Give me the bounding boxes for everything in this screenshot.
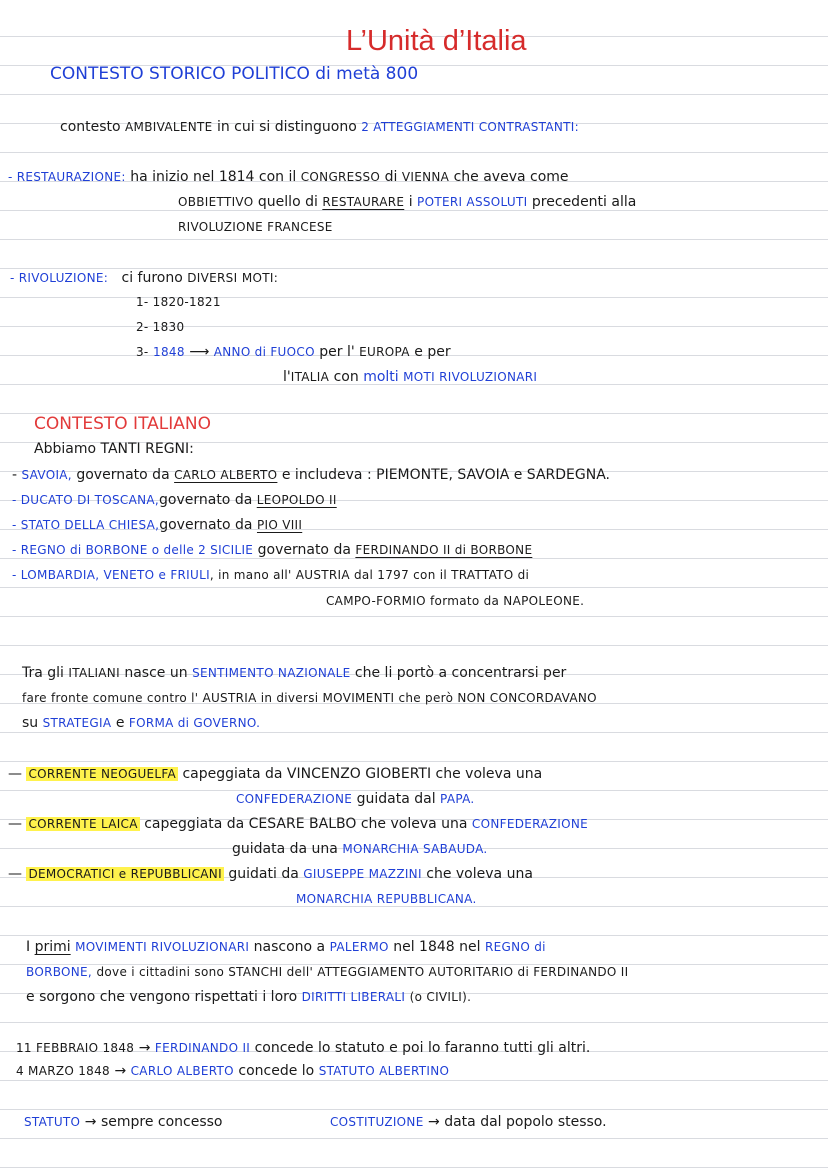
regno-savoia: - SAVOIA, governato da CARLO ALBERTO e includeva : PIEMONTE, SAVOIA e SARDEGNA. [12,467,610,483]
sentimento-line-3: su STRATEGIA e FORMA di GOVERNO. [22,715,261,731]
restaurazione-line-1: - RESTAURAZIONE: ha inizio nel 1814 con il CONGRESSO di VIENNA che aveva come [8,169,569,185]
intro-line: contesto AMBIVALENTE in cui si distinguono 2 ATTEGGIAMENTI CONTRASTANTI: [60,119,579,135]
arrow-icon: → [138,1040,151,1056]
moto-1: 1- 1820-1821 [136,295,221,309]
moti-line-1: I primi MOVIMENTI RIVOLUZIONARI nascono a PALERMO nel 1848 nel REGNO di [26,939,546,955]
definizione-statuto: STATUTO → sempre concesso [24,1114,223,1130]
definizione-costituzione: COSTITUZIONE → data dal popolo stesso. [330,1114,607,1130]
section-heading-contesto-italiano: CONTESTO ITALIANO [34,414,211,434]
corrente-neoguelfa-continued: CONFEDERAZIONE guidata dal PAPA. [236,791,475,807]
restaurazione-line-3: RIVOLUZIONE FRANCESE [178,220,333,234]
sentimento-line-2: fare fronte comune contro l' AUSTRIA in diversi MOVIMENTI che però NON CONCORDAVANO [22,691,597,705]
sentimento-line-1: Tra gli ITALIANI nasce un SENTIMENTO NAZIONALE che li portò a concentrarsi per [22,665,567,681]
arrow-icon: → [84,1114,97,1130]
regno-lombardia-continued: CAMPO-FORMIO formato da NAPOLEONE. [326,594,585,608]
corrente-democratici: — DEMOCRATICI e REPUBBLICANI guidati da GIUSEPPE MAZZINI che voleva una [8,866,533,882]
regno-toscana: - DUCATO DI TOSCANA,governato da LEOPOLDO II [12,492,337,508]
corrente-laica: — CORRENTE LAICA capeggiata da CESARE BALBO che voleva una CONFEDERAZIONE [8,816,589,832]
regno-chiesa: - STATO DELLA CHIESA,governato da PIO VIII [12,517,303,533]
date-4-marzo: 4 MARZO 1848 → CARLO ALBERTO concede lo STATUTO ALBERTINO [16,1063,450,1079]
date-11-febbraio: 11 FEBBRAIO 1848 → FERDINANDO II concede lo statuto e poi lo faranno tutti gli altri. [16,1040,591,1056]
regni-intro: Abbiamo TANTI REGNI: [34,441,194,457]
moto-3-continued: l'ITALIA con molti MOTI RIVOLUZIONARI [283,369,538,385]
moto-2: 2- 1830 [136,320,185,334]
rivoluzione-line-1: - RIVOLUZIONE: ci furono DIVERSI MOTI: [10,270,279,286]
moti-line-3: e sorgono che vengono rispettati i loro DIRITTI LIBERALI (o CIVILI). [26,989,472,1005]
restaurazione-line-2: OBBIETTIVO quello di RESTAURARE i POTERI ASSOLUTI precedenti alla [178,194,637,210]
corrente-neoguelfa: — CORRENTE NEOGUELFA capeggiata da VINCENZO GIOBERTI che voleva una [8,766,543,782]
arrow-icon: ⟶ [189,344,210,360]
arrow-icon: → [428,1114,440,1130]
moti-line-2: BORBONE, dove i cittadini sono STANCHI dell' ATTEGGIAMENTO AUTORITARIO di FERDINANDO II [26,965,629,979]
regno-borbone: - REGNO di BORBONE o delle 2 SICILIE governato da FERDINANDO II di BORBONE [12,542,533,558]
regno-lombardia: - LOMBARDIA, VENETO e FRIULI, in mano all' AUSTRIA dal 1797 con il TRATTATO di [12,568,530,582]
page-title: L’Unità d’Italia [346,25,527,57]
corrente-democratici-continued: MONARCHIA REPUBBLICANA. [296,892,477,906]
moto-3: 3- 1848 ⟶ ANNO di FUOCO per l' EUROPA e per [136,344,451,360]
section-heading-contesto-storico: CONTESTO STORICO POLITICO di metà 800 [50,64,419,84]
corrente-laica-continued: guidata da una MONARCHIA SABAUDA. [232,841,488,857]
arrow-icon: → [114,1063,127,1079]
